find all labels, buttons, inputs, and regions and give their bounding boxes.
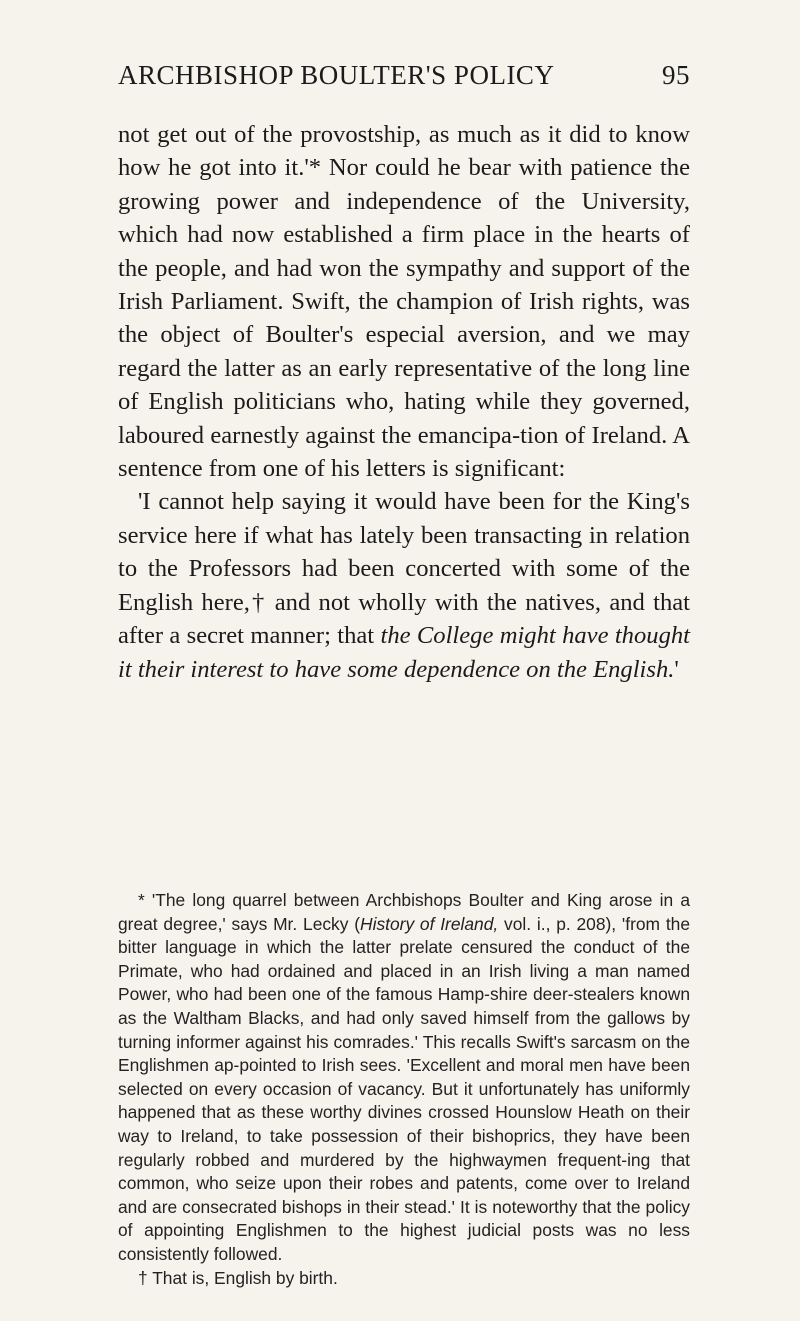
footnote-2: † That is, English by birth. — [138, 1267, 338, 1288]
quote-closing-mark: ' — [674, 655, 679, 683]
running-head — [118, 60, 690, 100]
quote-italic-text: the College might have thought it their interest to have some dependence on the English. — [118, 622, 690, 683]
footnote-1-text-a: * 'The long quarrel between Archbishops Boulter and King arose in a great degree,' says Mr. Lecky ( — [118, 890, 690, 934]
page-number: 95 — [662, 60, 690, 90]
body-paragraph: not get out of the provostship, as much as it did to know how he got into it.'* Nor could he bear with patience the growing power and independence of the University, which had now established a firm place in the hearts of the people, and had won the sympathy and support of the Irish Parliament. Swift, the champion of Irish rights, was the object of Boulter's especial aversion, and we may regard the latter as an early representative of the long line of English politicians who, hating while they governed, laboured earnestly against the emancipa-tion of Ireland. A sentence from one of his letters is significant: — [118, 121, 690, 483]
running-title: ARCHBISHOP BOULTER'S POLICY — [118, 60, 555, 90]
footnote-1-text-b: vol. i., p. 208), 'from the bitter language in which the latter prelate censured the conduct of the Primate, who had ordained and placed in an Irish living a man named Power, who had been one of the famous Hamp-shire deer-stealers known as the Waltham Blacks, and had only saved himself from the gallows by turning informer against his comrades.' This recalls Swift's sarcasm on the Englishmen ap-pointed to Irish sees. 'Excellent and moral men have been selected on every occasion of vacancy. But it unfortunately has uniformly happened that as these worthy divines crossed Hounslow Heath on their way to Ireland, to take possession of their bishoprics, they have been regularly robbed and murdered by the highwaymen frequent-ing that common, who seize upon their robes and patents, come over to Ireland and are consecrated bishops in their stead.' It is noteworthy that the policy of appointing Englishmen to the highest judicial posts was no less consistently followed. — [118, 913, 690, 1264]
footnote-1 — [118, 889, 690, 1267]
footnotes — [118, 889, 690, 1290]
footnote-1-book-title: History of Ireland, — [360, 913, 499, 934]
quoted-passage — [118, 485, 690, 685]
main-text — [118, 118, 690, 686]
quote-text: 'I cannot help saying it would have been for the King's service here if what has lately been transacting in relation to the Professors had been concerted with some of the English here,† and not wholly with the natives, and that after a secret manner; that — [118, 488, 690, 650]
